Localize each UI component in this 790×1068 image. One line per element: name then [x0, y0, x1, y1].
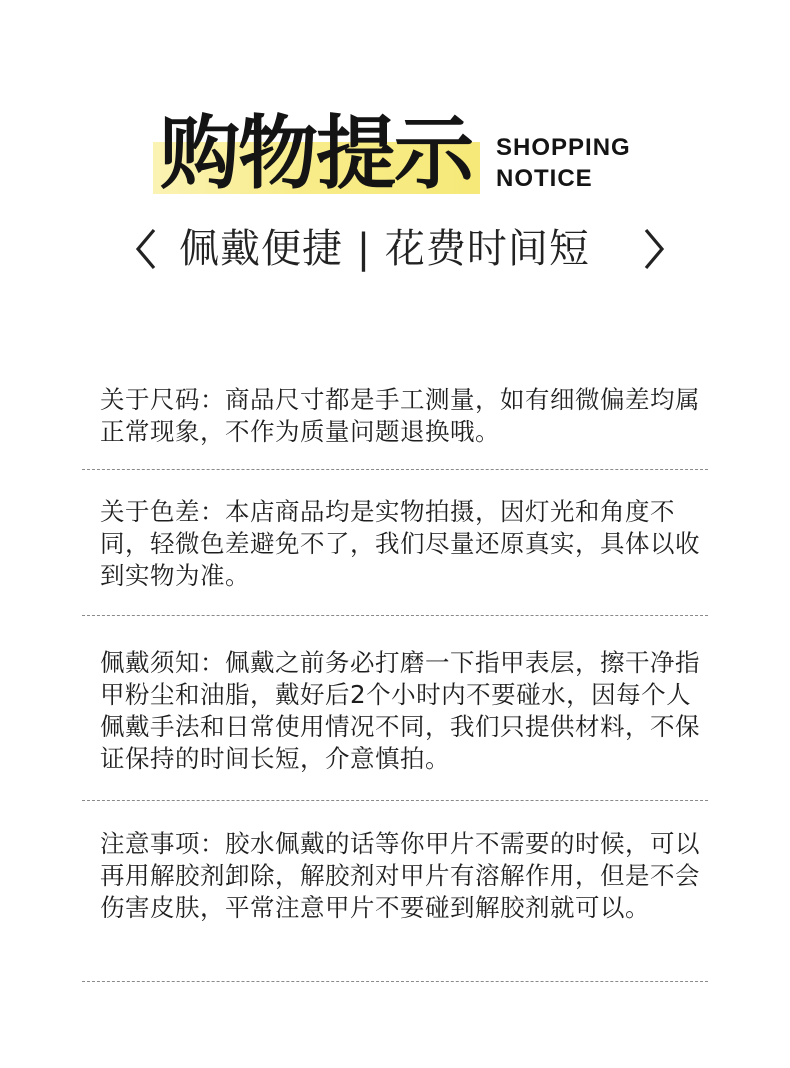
page-title: 购物提示 — [160, 107, 472, 200]
chevron-right-icon — [643, 228, 665, 270]
subtitle-row — [135, 218, 665, 280]
dashed-divider — [82, 981, 708, 982]
title-english-line-2: NOTICE — [496, 165, 593, 192]
page-title-english — [496, 132, 631, 194]
notice-color-difference: 关于色差：本店商品均是实物拍摄，因灯光和角度不同，轻微色差避免不了，我们尽量还原真实，具体以收到实物为准。 — [100, 497, 700, 590]
dashed-divider — [82, 800, 708, 801]
notice-wearing-instructions: 佩戴须知：佩戴之前务必打磨一下指甲表层，擦干净指甲粉尘和油脂，戴好后2个小时内不要碰水，因每个人佩戴手法和日常使用情况不同，我们只提供材料，不保证保持的时间长短，介意慎拍。 — [100, 648, 700, 773]
notice-size: 关于尺码：商品尺寸都是手工测量，如有细微偏差均属正常现象，不作为质量问题退换哦。 — [100, 385, 700, 446]
notice-precautions: 注意事项：胶水佩戴的话等你甲片不需要的时候，可以再用解胶剂卸除，解胶剂对甲片有溶解作用，但是不会伤害皮肤，平常注意甲片不要碰到解胶剂就可以。 — [100, 829, 700, 922]
chevron-left-icon — [135, 228, 157, 270]
dashed-divider — [82, 469, 708, 470]
subtitle: 佩戴便捷 | 花费时间短 — [179, 226, 590, 272]
dashed-divider — [82, 615, 708, 616]
title-english-line-1: SHOPPING — [496, 134, 631, 161]
